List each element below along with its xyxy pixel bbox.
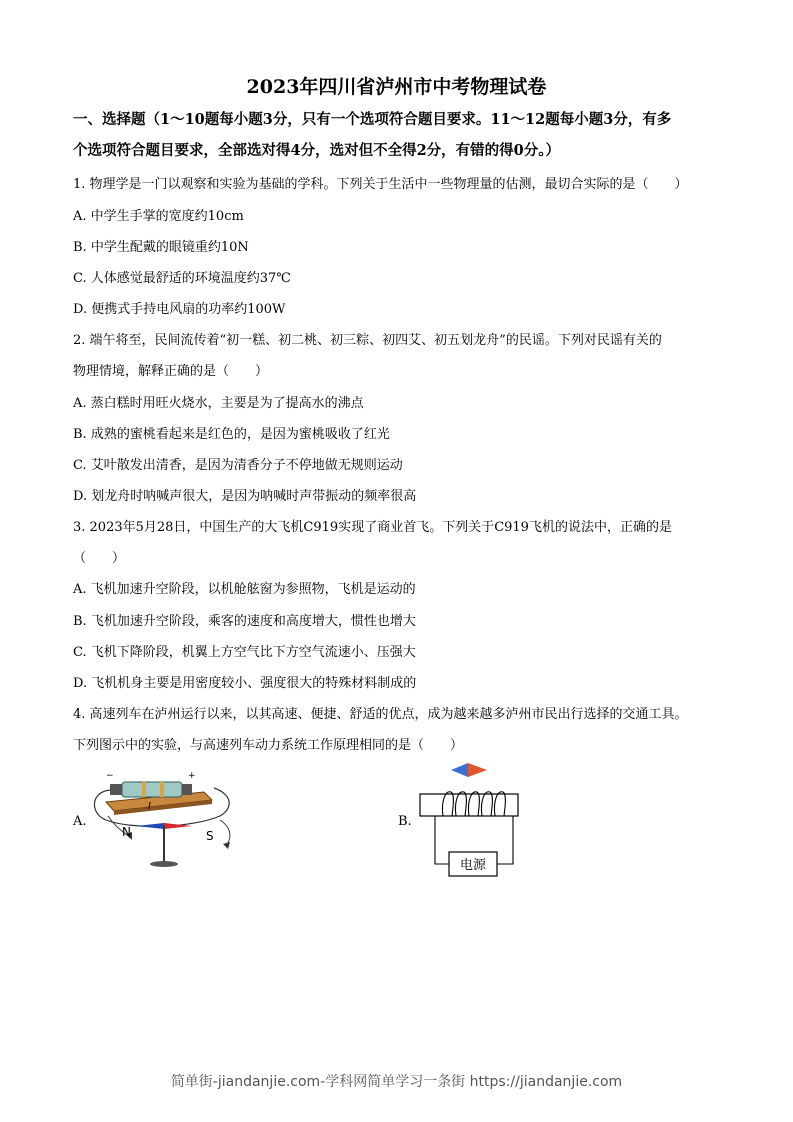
- needle-blue-half: [451, 763, 468, 777]
- section-heading-line-1: 一、选择题（1～10题每小题3分，只有一个选项符合题目要求。11～12题每小题3分，有多: [73, 111, 672, 128]
- battery-band: [142, 782, 146, 797]
- question-1-option-d: D. 便携式手持电风扇的功率约100W: [73, 302, 286, 317]
- question-2-stem-line-2: 物理情境，解释正确的是（ ）: [73, 364, 269, 379]
- needle-orange-half: [468, 763, 487, 777]
- circuit-wire-left: [435, 816, 449, 864]
- question-3-option-a: A. 飞机加速升空阶段，以机舱舷窗为参照物，飞机是运动的: [73, 582, 416, 597]
- figure-a-label: A.: [73, 814, 87, 829]
- battery-band: [160, 782, 164, 797]
- question-2-option-d: D. 划龙舟时呐喊声很大，是因为呐喊时声带振动的频率很高: [73, 489, 417, 504]
- figure-a-oersted-diagram: [92, 768, 242, 873]
- question-3-stem-line-1: 3. 2023年5月28日，中国生产的大飞机C919实现了商业首飞。下列关于C919飞机的说法中，正确的是: [73, 520, 672, 535]
- needle-base: [150, 861, 178, 867]
- question-4-stem-line-2: 下列图示中的实验，与高速列车动力系统工作原理相同的是（ ）: [73, 738, 464, 753]
- question-3-option-b: B. 飞机加速升空阶段，乘客的速度和高度增大，惯性也增大: [73, 614, 416, 629]
- field-arrow-right: [220, 820, 230, 846]
- south-label: S: [206, 829, 214, 843]
- current-label: I: [148, 801, 151, 812]
- question-1-stem: 1. 物理学是一门以观察和实验为基础的学科。下列关于生活中一些物理量的估测，最切合实际的是（ ）: [73, 177, 688, 192]
- question-4-stem-line-1: 4. 高速列车在泸州运行以来，以其高速、便捷、舒适的优点，成为越来越多泸州市民出行选择的交通工具。: [73, 707, 688, 722]
- north-label: N: [122, 825, 131, 839]
- circuit-wire-right: [497, 816, 513, 864]
- question-3-option-d: D. 飞机机身主要是用密度较小、强度很大的特殊材料制成的: [73, 676, 417, 691]
- question-2-option-c: C. 艾叶散发出清香，是因为清香分子不停地做无规则运动: [73, 458, 403, 473]
- question-2-option-b: B. 成熟的蜜桃看起来是红色的，是因为蜜桃吸收了红光: [73, 427, 390, 442]
- power-supply-label: 电源: [459, 858, 487, 873]
- question-2-stem-line-1: 2. 端午将至，民间流传着“初一糕、初二桃、初三粽、初四艾、初五划龙舟”的民谣。下列对民谣有关的: [73, 333, 662, 348]
- figure-b-label: B.: [398, 814, 412, 829]
- section-heading-line-2: 个选项符合题目要求，全部选对得4分，选对但不全得2分，有错的得0分。）: [73, 142, 561, 159]
- battery-terminal: [110, 784, 122, 795]
- question-1-option-a: A. 中学生手掌的宽度约10cm: [73, 209, 244, 224]
- question-3-option-c: C. 飞机下降阶段，机翼上方空气比下方空气流速小、压强大: [73, 645, 416, 660]
- page-footer-watermark: 简单街-jiandanjie.com-学科网简单学习一条街 https://jiandanjie.com: [170, 1074, 623, 1090]
- needle-north-half: [136, 823, 164, 829]
- battery-icon: [122, 782, 182, 797]
- minus-sign: −: [106, 771, 114, 781]
- question-1-option-c: C. 人体感觉最舒适的环境温度约37℃: [73, 271, 291, 286]
- exam-title: 2023年四川省泸州市中考物理试卷: [246, 76, 547, 98]
- figure-b-solenoid-diagram: [415, 758, 527, 880]
- battery-terminal: [182, 784, 192, 795]
- arrow-head: [223, 842, 230, 849]
- question-3-stem-line-2: （ ）: [73, 551, 126, 566]
- question-2-option-a: A. 蒸白糕时用旺火烧水，主要是为了提高水的沸点: [73, 396, 364, 411]
- question-1-option-b: B. 中学生配戴的眼镜重约10N: [73, 240, 249, 255]
- plus-sign: +: [188, 771, 196, 781]
